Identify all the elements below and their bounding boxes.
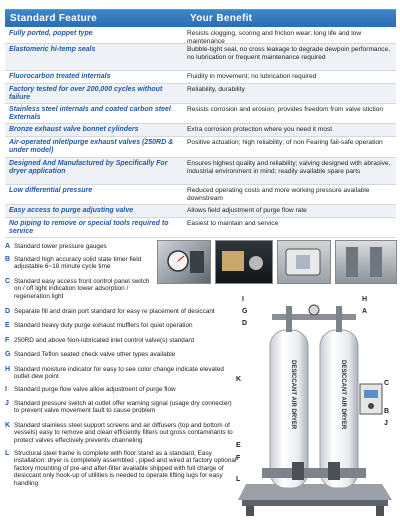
benefit-cell: Extra corrosion protection where you need it most (187, 126, 333, 133)
callout-i: I (242, 296, 244, 303)
list-item: K Standard stainless steel support screens and air diffusers (top and bottom of vessels) easy to remove and clean efficiently filters out gross contaminants to protect valves effectively prevents channeling (5, 422, 233, 444)
list-item: C Standard easy access front control panel switch on / off light indication tower adsorption / regeneration light (5, 278, 150, 300)
muffler-image (336, 241, 396, 283)
benefit-cell: Reliability, durability (187, 86, 245, 93)
benefit-cell: Fluidity in movement; no lubrication required (187, 73, 317, 80)
feature-cell: Easy access to purge adjusting valve (9, 207, 134, 214)
table-row (5, 44, 396, 71)
dryer-illustration (232, 292, 397, 524)
list-item: E Standard heavy duty purge exhaust mufflers for quiet operation (5, 322, 193, 329)
table-row (5, 124, 396, 137)
callout-h: H (362, 296, 368, 303)
list-item: B Standard high accuracy solid state timer field adjustable 6~18 minute cycle time (5, 256, 142, 271)
callout-g: G (242, 308, 248, 315)
list-item: A Standard tower pressure gauges (5, 243, 107, 250)
list-item: L Structural steel frame is complete with floor stand as a standard, Easy installation: dryer is completely assembled , piped and wired at factory optional factory mounting of pre-and after-filter available shipped with full charge of desiccant only hook-up of utilities is needed to operate lifting lugs for easy handling (5, 450, 237, 487)
dryer-image (232, 292, 397, 524)
table-row (5, 28, 396, 44)
table-row (5, 218, 396, 238)
callout-e: E (236, 442, 241, 449)
list-item: H Standard moisture indicator for easy to see color change indicate elevated outlet dew point (5, 366, 224, 381)
feature-cell: Bronze exhaust valve bonnet cylinders (9, 126, 139, 133)
table-row (5, 205, 396, 218)
gauge-image (158, 241, 210, 283)
control-panel-photo (157, 240, 211, 284)
list-item: D Separate fill and drain port standard for easy re placement of desiccant (5, 308, 215, 315)
feature-cell: Factory tested for over 200,000 cycles without failure (9, 86, 163, 101)
benefit-cell: Ensures highest quality and reliability; valving designed with abrasive, industrial environment in mind; readily available spare parts (187, 160, 391, 175)
valve-photo (277, 240, 331, 284)
feature-benefit-table (5, 28, 396, 238)
table-row (5, 71, 396, 84)
feature-cell: Designed And Manufactured by Specifically For dryer application (9, 160, 168, 175)
valve-image (278, 241, 330, 283)
list-item: G Standard Teflon seated check valve other types available (5, 351, 176, 358)
tower-label-left: DESICCANT AIR DRYER (290, 360, 296, 430)
header-benefit-label: Your Benefit (190, 13, 253, 24)
feature-cell: Stainless steel internals and coated carbon steel Externals (9, 106, 171, 121)
callout-f: F (236, 455, 241, 462)
benefit-cell: Easiest to maintain and service (187, 220, 279, 227)
benefit-cell: Resists clogging, scoring and friction wear; long life and low maintenance (187, 30, 362, 45)
timer-image (216, 241, 272, 283)
feature-cell: Air-operated inlet/purge exhaust valves (250RD & under model) (9, 139, 174, 154)
header-feature-label: Standard Feature (10, 13, 98, 24)
callout-c: C (384, 380, 390, 387)
callout-a: A (362, 308, 368, 315)
feature-cell: Fluorocarbon treated internals (9, 73, 111, 80)
table-row (5, 158, 396, 185)
table-row (5, 185, 396, 205)
feature-benefit-header (5, 9, 396, 27)
callout-l: L (236, 476, 241, 483)
benefit-cell: Resists corrosion and erosion; provides freedom from valve stiction (187, 106, 384, 113)
callout-k: K (236, 376, 242, 383)
timer-photo (215, 240, 273, 284)
tower-label-right: DESICCANT AIR DRYER (340, 360, 346, 430)
table-row (5, 104, 396, 124)
benefit-cell: Positive actuation; high reliability; of non Fearing fail-safe operation (187, 139, 383, 146)
callout-b: B (384, 408, 390, 415)
benefit-cell: Reduced operating costs and more working pressure available downstream (187, 187, 370, 202)
list-item: I Standard purge flow valve allow adjustment of purge flow (5, 386, 176, 393)
table-row (5, 137, 396, 158)
list-item: F 250RD and above Non-lubricated inlet control valve(s) standard (5, 337, 195, 344)
list-item: J Standard pressure switch at outlet offer warning signal (usage dry connecter) to prevent valve movement fault to cause problem (5, 400, 232, 415)
benefit-cell: Bubble-tight seal, no cross leakage to degrade dewpoin performance, no lubrication or frequent maintenance required (187, 46, 391, 61)
feature-cell: Low differential pressure (9, 187, 93, 194)
feature-cell: No piping to remove or special tools required to service (9, 220, 169, 235)
table-row (5, 84, 396, 104)
feature-cell: Fully ported, poppet type (9, 30, 93, 37)
component-photos (157, 240, 397, 282)
callout-j: J (384, 420, 388, 427)
muffler-photo (335, 240, 397, 284)
callout-d: D (242, 320, 248, 327)
benefit-cell: Allows field adjustment of purge flow rate (187, 207, 307, 214)
feature-cell: Elastomeric hi-temp seals (9, 46, 96, 53)
